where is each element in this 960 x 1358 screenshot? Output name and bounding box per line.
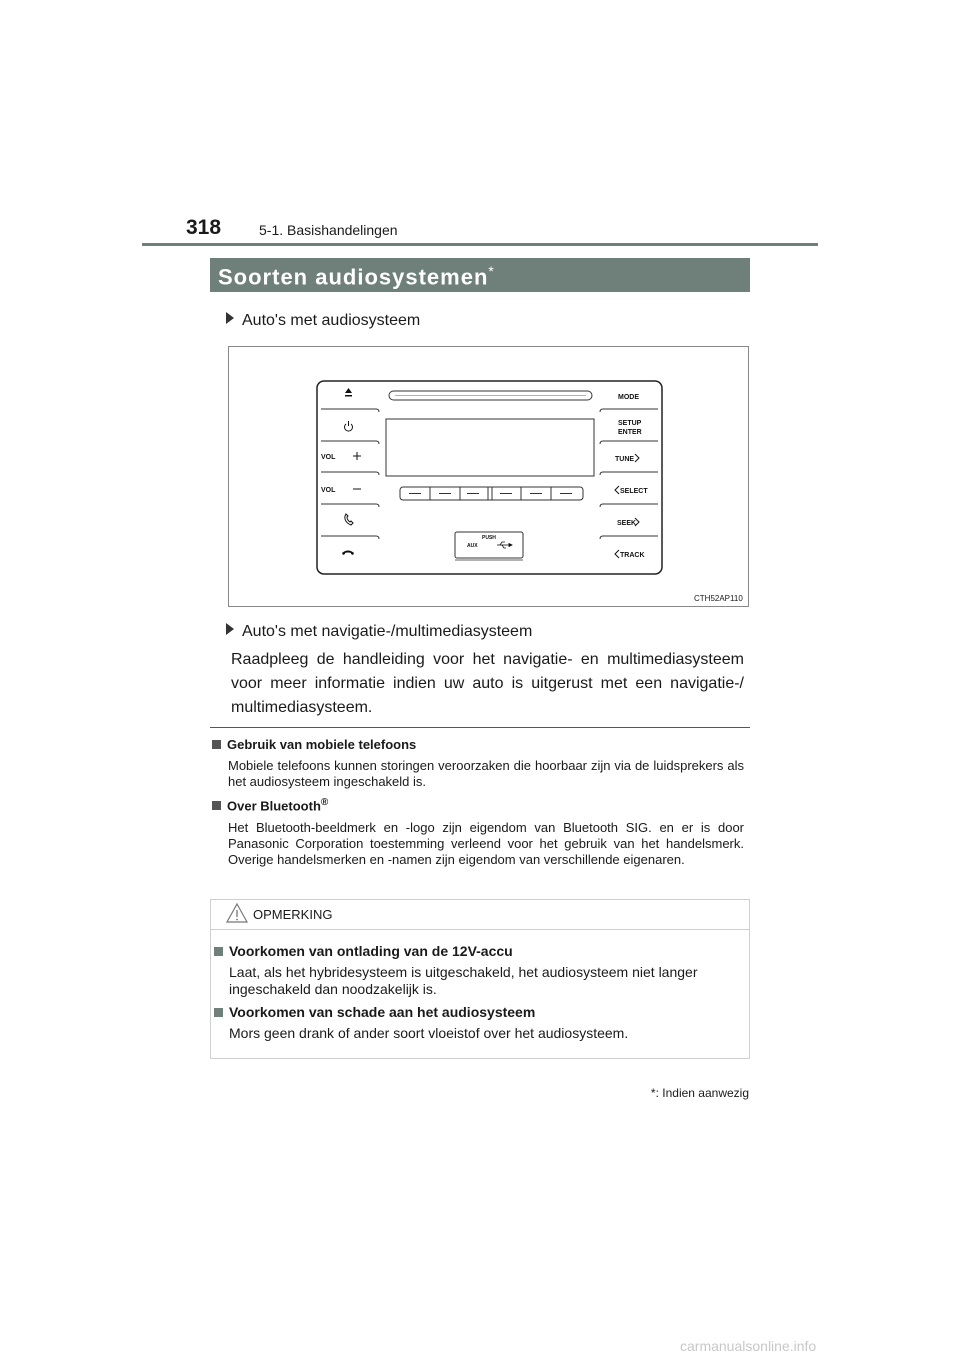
tune-label: TUNE [615,456,635,463]
watermark: carmanualsonline.info [680,1338,817,1354]
registered-mark: ® [320,797,329,808]
sub-item-navigation-label: Auto's met navigatie-/multimediasysteem [242,623,533,640]
sub-item-navigation [226,623,532,641]
notice-heading-battery-text: Voorkomen van ontlading van de 12V-accu [229,943,513,959]
notice-text-damage: Mors geen drank of ander soort vloeistof over het audiosysteem. [229,1025,629,1041]
footnote-marker: * [650,1086,656,1100]
setup-label: SETUP [618,420,642,427]
warning-triangle-icon [225,902,249,924]
track-label: TRACK [620,552,645,559]
note-heading-bluetooth-text: Over Bluetooth [227,798,321,814]
notice-text-battery: Laat, als het hybridesysteem is uitgeschakeld, het audiosysteem niet langer ingeschakeld dan noodzakelijk is. [229,964,698,997]
triangle-bullet-icon [226,312,234,324]
push-label: PUSH [482,535,496,541]
availability-marker: * [488,263,495,279]
seek-label: SEEK [617,520,637,527]
triangle-bullet-icon [226,623,234,635]
section-title-text: Soorten audiosystemen [218,264,489,290]
notice-heading-damage [214,1004,535,1020]
square-bullet-icon [214,947,223,956]
notice-heading-damage-text: Voorkomen van schade aan het audiosysteem [229,1004,536,1020]
square-bullet-icon [212,801,221,810]
note-heading-bluetooth [212,797,328,813]
sub-item-audio [226,312,420,330]
note-heading-phones-text: Gebruik van mobiele telefoons [227,737,417,752]
chapter-title: 5-1. Basishandelingen [259,222,398,238]
notice-heading-battery [214,943,513,959]
page-number: 318 [186,216,222,239]
note-text-bluetooth: Het Bluetooth-beeldmerk en -logo zijn eigendom van Bluetooth SIG. en er is door Panasonic Corporation toestemming verleend voor het gebruik van het handelsmerk. Overige handelsmerken en -namen zijn eigendom van verschillende eigenaren. [228,820,744,867]
figure-code: CTH52AP110 [694,594,743,603]
aux-label: AUX [467,543,478,549]
square-bullet-icon [212,740,221,749]
note-heading-phones [212,737,416,752]
select-label: SELECT [620,488,648,495]
vol-plus-label: VOL [321,454,336,461]
square-bullet-icon [214,1008,223,1017]
vol-minus-label: VOL [321,487,336,494]
notice-separator [211,929,749,930]
mode-label: MODE [618,394,639,401]
header-rule [142,243,818,246]
sub-item-audio-label: Auto's met audiosysteem [242,312,421,329]
footnote-text: : Indien aanwezig [655,1086,749,1100]
section-title [218,263,495,290]
audio-unit-figure [228,346,749,607]
body-paragraph: Raadpleeg de handleiding voor het navigatie- en multimediasysteem voor meer informatie indien uw auto is uitgerust met een navigatie-/ multimediasysteem. [231,651,744,716]
footnote [617,1086,749,1100]
audio-unit-illustration [229,347,748,606]
notes-separator [210,727,750,728]
notice-label: OPMERKING [253,907,333,922]
note-text-phones: Mobiele telefoons kunnen storingen veroorzaken die hoorbaar zijn via de luidsprekers als het audiosysteem ingeschakeld is. [228,758,744,789]
enter-label: ENTER [618,429,642,436]
